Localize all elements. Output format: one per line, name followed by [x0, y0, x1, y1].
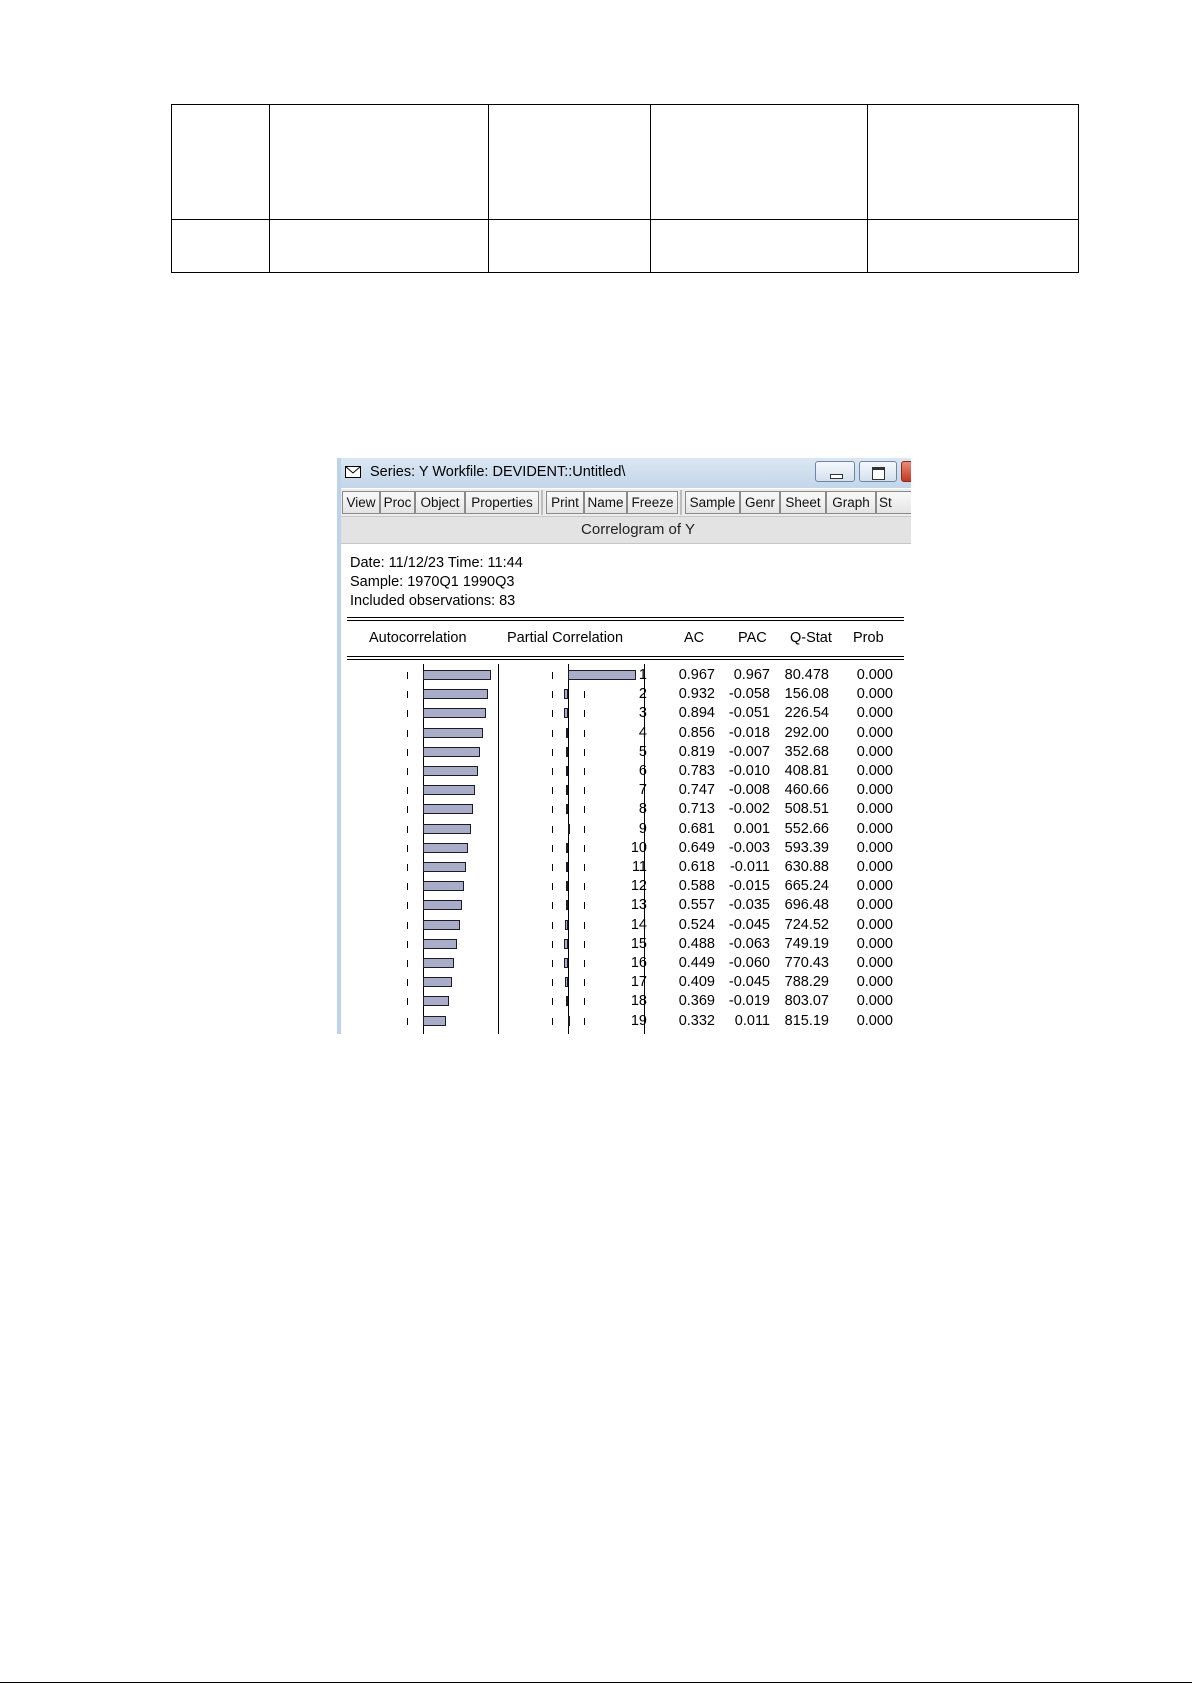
ac-confidence-tick	[407, 998, 408, 1005]
pac-value: -0.018	[728, 724, 770, 741]
date-time-line: Date: 11/12/23 Time: 11:44	[350, 555, 523, 571]
pac-bar	[565, 977, 568, 987]
ac-confidence-tick	[407, 749, 408, 756]
prob-value: 0.000	[856, 801, 893, 818]
pac-confidence-tick	[552, 864, 553, 871]
toolbar-separator	[541, 490, 543, 515]
ac-value: 0.967	[678, 667, 715, 683]
pac-confidence-tick	[552, 998, 553, 1005]
pac-value: -0.045	[728, 916, 770, 933]
pac-confidence-tick	[552, 941, 553, 948]
window-title: Series: Y Workfile: DEVIDENT::Untitled\	[370, 464, 626, 480]
ac-value: 0.557	[678, 897, 715, 914]
ac-bar	[423, 862, 466, 872]
lag-value: 2	[638, 686, 647, 703]
pac-bar	[564, 939, 568, 949]
ac-bar	[423, 728, 483, 738]
autocorrelation-header: Autocorrelation	[369, 630, 467, 646]
prob-value: 0.000	[856, 782, 893, 799]
table-cell	[868, 105, 1079, 220]
view-title-text: Correlogram of Y	[581, 521, 695, 538]
pac-value: -0.035	[728, 897, 770, 914]
pac-bar	[565, 920, 568, 930]
ac-confidence-tick	[407, 768, 408, 775]
lag-value: 12	[630, 878, 647, 895]
pac-confidence-tick	[552, 691, 553, 698]
lag-value: 7	[638, 782, 647, 799]
pac-confidence-tick	[552, 730, 553, 737]
ac-value: 0.819	[678, 743, 715, 760]
ac-value: 0.932	[678, 686, 715, 703]
qstat-value: 80.478	[784, 667, 829, 683]
toolbar-graph-button[interactable]: Graph	[826, 491, 876, 514]
ac-confidence-tick	[407, 960, 408, 967]
ac-confidence-tick	[407, 922, 408, 929]
pac-confidence-tick	[552, 826, 553, 833]
eviews-series-window	[337, 458, 911, 1034]
lag-value: 14	[630, 916, 647, 933]
pac-bar	[568, 1016, 570, 1026]
pac-confidence-tick	[552, 902, 553, 909]
pac-bar	[566, 785, 568, 795]
ac-bar	[423, 881, 464, 891]
qstat-value: 292.00	[784, 724, 829, 741]
ac-confidence-tick	[407, 883, 408, 890]
lag-value: 10	[630, 839, 647, 856]
close-button[interactable]	[901, 461, 911, 482]
pac-value: -0.015	[728, 878, 770, 895]
lag-value: 9	[638, 820, 647, 837]
pac-value: 0.011	[734, 1012, 770, 1029]
partial-correlation-header: Partial Correlation	[507, 630, 624, 646]
pac-confidence-tick	[584, 941, 585, 948]
lag-value: 11	[631, 859, 647, 875]
lag-value: 15	[630, 935, 647, 952]
prob-value: 0.000	[856, 820, 893, 837]
ac-header: AC	[684, 630, 705, 646]
pac-confidence-tick	[584, 845, 585, 852]
qstat-value: 226.54	[784, 705, 829, 722]
minimize-icon	[830, 474, 843, 479]
document-table	[171, 104, 1079, 273]
toolbar-view-button[interactable]: View	[342, 491, 380, 514]
toolbar-freeze-button[interactable]: Freeze	[627, 491, 678, 514]
prob-value: 0.000	[856, 916, 893, 933]
sample-line: Sample: 1970Q1 1990Q3	[350, 574, 515, 590]
ac-confidence-tick	[407, 787, 408, 794]
qstat-value: 408.81	[784, 763, 829, 779]
lag-value: 5	[638, 743, 647, 760]
ac-bar	[423, 900, 462, 910]
ac-value: 0.588	[678, 878, 715, 895]
pac-confidence-tick	[584, 998, 585, 1005]
pac-header: PAC	[738, 630, 767, 646]
ac-bar	[423, 708, 486, 718]
qstat-value: 552.66	[784, 820, 829, 837]
ac-bar	[423, 996, 449, 1006]
pac-bar	[564, 958, 568, 968]
pac-bar	[566, 996, 568, 1006]
ac-bar	[423, 958, 454, 968]
table-row	[172, 220, 1079, 273]
ac-value: 0.524	[678, 916, 715, 933]
pac-value: -0.058	[728, 686, 770, 703]
ac-confidence-tick	[407, 979, 408, 986]
ac-value: 0.681	[678, 820, 715, 837]
prob-value: 0.000	[856, 993, 893, 1010]
ac-value: 0.894	[678, 705, 715, 722]
ac-confidence-tick	[407, 710, 408, 717]
lag-value: 13	[630, 897, 647, 914]
ac-value: 0.783	[678, 763, 715, 779]
pac-value: 0.967	[733, 667, 770, 683]
toolbar-object-button[interactable]: Object	[415, 491, 465, 514]
pac-confidence-tick	[584, 960, 585, 967]
ac-value: 0.449	[678, 955, 715, 971]
pac-confidence-tick	[584, 979, 585, 986]
prob-value: 0.000	[856, 955, 893, 971]
ac-bar	[423, 939, 457, 949]
pac-confidence-tick	[552, 960, 553, 967]
lag-value: 4	[638, 724, 647, 741]
prob-value: 0.000	[856, 878, 893, 895]
pac-confidence-tick	[552, 787, 553, 794]
pac-confidence-tick	[552, 749, 553, 756]
pac-confidence-tick	[584, 710, 585, 717]
table-cell	[172, 105, 270, 220]
table-cell	[172, 220, 270, 273]
window-border	[337, 458, 341, 1034]
lag-value: 6	[638, 763, 647, 779]
ac-confidence-tick	[407, 845, 408, 852]
pac-value: -0.010	[728, 763, 770, 779]
table-cell	[868, 220, 1079, 273]
ac-bar	[423, 785, 475, 795]
table-cell	[489, 220, 651, 273]
prob-value: 0.000	[856, 1012, 893, 1029]
pac-confidence-tick	[584, 730, 585, 737]
qstat-value: 724.52	[784, 916, 829, 933]
pac-bar	[566, 900, 568, 910]
pac-bar	[566, 728, 568, 738]
qstat-value: 156.08	[784, 686, 829, 703]
pac-bar	[568, 824, 570, 834]
pac-confidence-tick	[584, 1018, 585, 1025]
pac-value: -0.002	[728, 801, 770, 818]
lag-value: 16	[630, 955, 647, 971]
ac-bar	[423, 804, 473, 814]
pac-value: -0.007	[728, 743, 770, 760]
pac-value: -0.045	[728, 974, 770, 991]
table-cell	[270, 105, 489, 220]
pac-value: -0.008	[728, 782, 770, 799]
pac-value: -0.063	[728, 935, 770, 952]
pac-zero-line	[568, 664, 569, 1034]
qstat-value: 460.66	[784, 782, 829, 799]
qstat-value: 770.43	[784, 955, 829, 971]
pac-confidence-tick	[584, 806, 585, 813]
minimize-button[interactable]	[815, 461, 855, 482]
qstat-value: 788.29	[784, 974, 829, 991]
pac-bar	[566, 862, 568, 872]
ac-value: 0.488	[678, 935, 715, 952]
pac-confidence-tick	[584, 749, 585, 756]
ac-bar	[423, 747, 480, 757]
pac-confidence-tick	[552, 710, 553, 717]
table-cell	[651, 220, 868, 273]
prob-value: 0.000	[856, 686, 893, 703]
pac-bar	[564, 689, 568, 699]
window-titlebar[interactable]	[337, 458, 911, 488]
ac-value: 0.332	[678, 1012, 715, 1029]
ac-bar	[423, 766, 478, 776]
lag-value: 19	[630, 1012, 647, 1029]
qstat-header: Q-Stat	[790, 630, 832, 646]
pac-confidence-tick	[552, 922, 553, 929]
header-rule	[347, 620, 904, 621]
ac-confidence-tick	[407, 730, 408, 737]
window-toolbar	[341, 489, 911, 516]
table-row	[172, 105, 1079, 220]
table-cell	[489, 105, 651, 220]
ac-confidence-tick	[407, 902, 408, 909]
ac-value: 0.747	[678, 782, 715, 799]
pac-bar	[566, 804, 568, 814]
pac-confidence-tick	[552, 672, 553, 679]
toolbar-sample-button[interactable]: Sample	[685, 491, 740, 514]
prob-value: 0.000	[856, 974, 893, 991]
ac-confidence-tick	[407, 672, 408, 679]
body-rule	[347, 656, 904, 657]
ac-confidence-tick	[407, 826, 408, 833]
ac-value: 0.369	[678, 993, 715, 1010]
pac-confidence-tick	[552, 979, 553, 986]
pac-value: -0.011	[729, 859, 770, 875]
header-rule	[347, 617, 904, 618]
pac-confidence-tick	[584, 864, 585, 871]
pac-confidence-tick	[584, 883, 585, 890]
prob-value: 0.000	[856, 935, 893, 952]
maximize-button[interactable]	[859, 461, 897, 482]
toolbar-sheet-button[interactable]: Sheet	[780, 491, 826, 514]
table-cell	[270, 220, 489, 273]
pac-confidence-tick	[552, 806, 553, 813]
pac-confidence-tick	[584, 691, 585, 698]
ac-value: 0.409	[678, 974, 715, 991]
pac-bar	[566, 766, 568, 776]
ac-bar	[423, 920, 460, 930]
pac-value: -0.019	[728, 993, 770, 1010]
lag-value: 8	[638, 801, 647, 818]
pac-bar	[566, 881, 568, 891]
ac-confidence-tick	[407, 864, 408, 871]
qstat-value: 665.24	[784, 878, 829, 895]
ac-bar	[423, 977, 452, 987]
pac-value: 0.001	[733, 820, 770, 837]
pac-confidence-tick	[584, 922, 585, 929]
ac-bar	[423, 843, 468, 853]
pac-value: -0.003	[728, 839, 770, 856]
maximize-icon	[872, 467, 885, 480]
view-title	[341, 516, 911, 544]
prob-value: 0.000	[856, 724, 893, 741]
prob-header: Prob	[853, 630, 884, 646]
lag-value: 3	[638, 705, 647, 722]
pac-bar	[564, 708, 568, 718]
pac-confidence-tick	[584, 826, 585, 833]
ac-value: 0.713	[678, 801, 715, 818]
ac-bar	[423, 670, 491, 680]
pac-confidence-tick	[584, 787, 585, 794]
prob-value: 0.000	[856, 763, 893, 779]
pac-confidence-tick	[584, 768, 585, 775]
toolbar-print-button[interactable]: Print	[546, 491, 584, 514]
ac-value: 0.649	[678, 839, 715, 856]
ac-bar	[423, 689, 488, 699]
pac-confidence-tick	[552, 768, 553, 775]
qstat-value: 803.07	[784, 993, 829, 1010]
qstat-value: 696.48	[784, 897, 829, 914]
ac-confidence-tick	[407, 691, 408, 698]
lag-value: 1	[638, 667, 647, 683]
ac-bar	[423, 824, 471, 834]
qstat-value: 630.88	[784, 859, 829, 875]
pac-bar	[566, 843, 568, 853]
toolbar-properties-button[interactable]: Properties	[465, 491, 539, 514]
ac-bar	[423, 1016, 446, 1026]
table-cell	[651, 105, 868, 220]
ac-value: 0.618	[678, 859, 715, 875]
ac-confidence-tick	[407, 1018, 408, 1025]
qstat-value: 352.68	[784, 743, 829, 760]
page-footer-rule	[0, 1682, 1192, 1683]
pac-confidence-tick	[584, 902, 585, 909]
prob-value: 0.000	[856, 859, 893, 875]
qstat-value: 593.39	[784, 839, 829, 856]
qstat-value: 508.51	[784, 801, 829, 818]
body-rule	[347, 659, 904, 660]
toolbar-stats-button[interactable]: St	[876, 491, 911, 514]
prob-value: 0.000	[856, 897, 893, 914]
ac-confidence-tick	[407, 941, 408, 948]
prob-value: 0.000	[856, 667, 893, 683]
qstat-value: 815.19	[784, 1012, 829, 1029]
pac-value: -0.051	[728, 705, 770, 722]
prob-value: 0.000	[856, 705, 893, 722]
toolbar-name-button[interactable]: Name	[584, 491, 627, 514]
toolbar-separator	[680, 490, 682, 515]
lag-value: 17	[630, 974, 647, 991]
envelope-icon	[345, 466, 361, 478]
lag-value: 18	[630, 993, 647, 1010]
ac-value: 0.856	[678, 724, 715, 741]
prob-value: 0.000	[856, 743, 893, 760]
ac-panel-divider	[498, 664, 499, 1034]
toolbar-proc-button[interactable]: Proc	[380, 491, 415, 514]
pac-confidence-tick	[552, 845, 553, 852]
pac-confidence-tick	[552, 1018, 553, 1025]
qstat-value: 749.19	[784, 935, 829, 952]
observations-line: Included observations: 83	[350, 593, 516, 609]
pac-bar	[566, 747, 568, 757]
ac-confidence-tick	[407, 806, 408, 813]
pac-confidence-tick	[552, 883, 553, 890]
prob-value: 0.000	[856, 839, 893, 856]
pac-value: -0.060	[728, 955, 770, 971]
toolbar-genr-button[interactable]: Genr	[740, 491, 780, 514]
